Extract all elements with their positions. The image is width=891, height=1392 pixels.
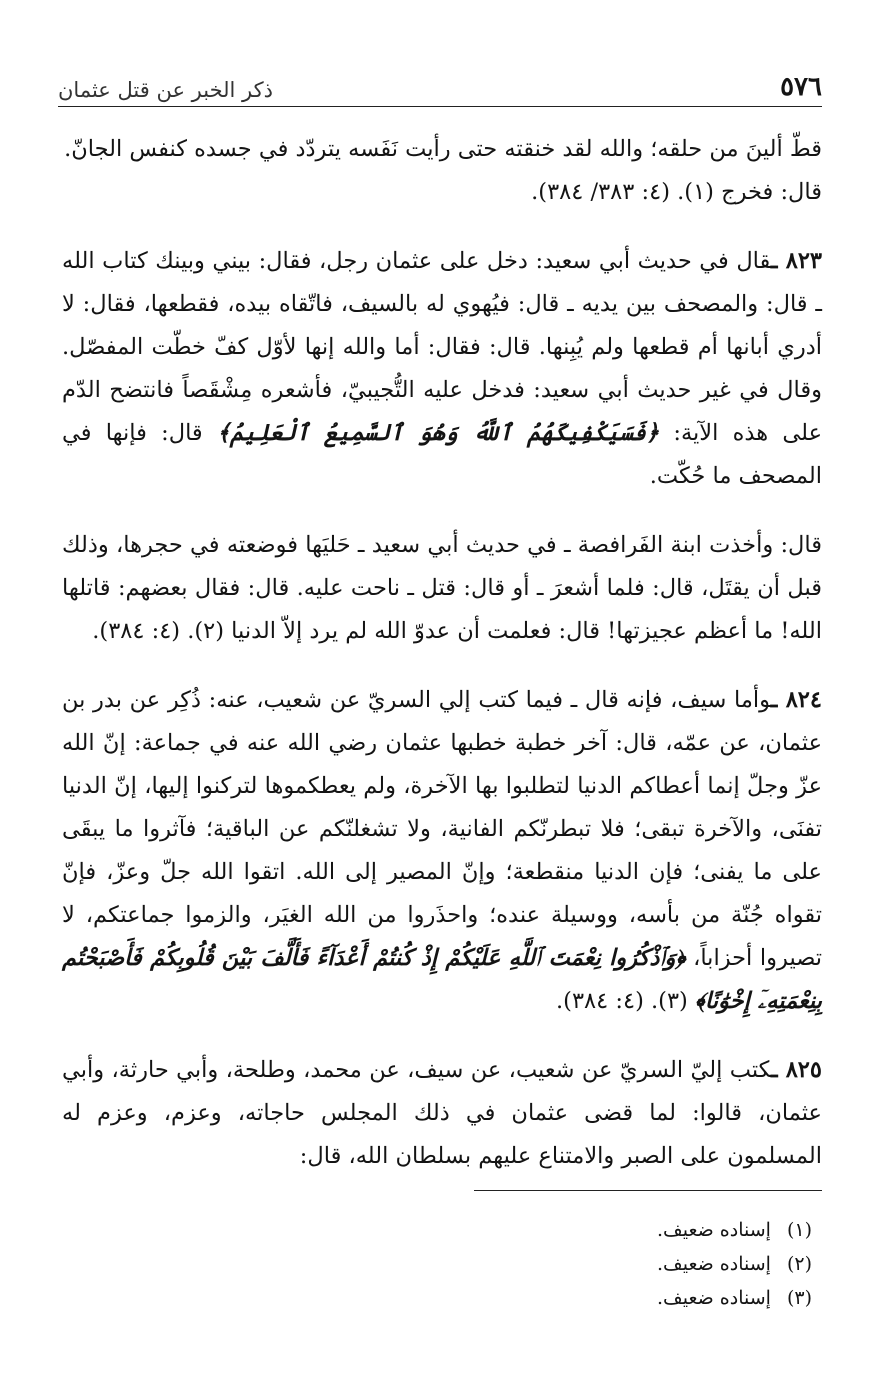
narration-number: ٨٢٣ ـ <box>770 248 822 274</box>
narration-text: قال: وأخذت ابنة الفَرافصة ـ في حديث أبي سعيد ـ حَليَها فوضعته في حجرها، وذلك قبل أن يقتَل، قال: فلما أشعرَ ـ أو قال: قتل ـ ناحت عليه. قال: فقال بعضهم: قاتلها الله! ما أعظم عجيزتها! قال: فعلمت أن عدوّ الله لم يرد إلاّ الدنيا (٢). (٤: ٣٨٤). <box>62 532 822 644</box>
footnote-number: (٢) <box>786 1253 812 1275</box>
quran-verse: ﴿وَٱذْكُرُوا نِعْمَتَ ٱللَّهِ عَلَيْكُمْ إِذْ كُنتُمْ أَعْدَآءً فَأَلَّفَ بَيْنَ قُلُوبِكُمْ فَأَصْبَحْتُم بِنِعْمَتِهِۦٓ إِخْوَٰنًا﴾ <box>62 945 822 1014</box>
page-number: ٥٧٦ <box>780 72 822 102</box>
narration-text-end: قال: فإنها في المصحف ما حُكّت. <box>62 420 822 489</box>
narration-number: ٨٢٤ ـ <box>770 687 822 713</box>
footnote-separator <box>474 1190 822 1191</box>
narration-text: كتب إليّ السريّ عن شعيب، عن سيف، عن محمد، وطلحة، وأبي حارثة، وأبي عثمان، قالوا: لما قضى عثمان في ذلك المجلس حاجاته، وعزم، وعزم له المسلمون على الصبر والامتناع عليهم بسلطان الله، قال: <box>62 1057 822 1169</box>
footnotes <box>400 1213 812 1315</box>
paragraph <box>62 524 822 653</box>
footnote-number: (١) <box>786 1219 812 1241</box>
footnote <box>400 1247 812 1281</box>
footnote <box>400 1281 812 1315</box>
footnote-text: إسناده ضعيف. <box>657 1253 771 1275</box>
paragraph-825 <box>62 1049 822 1178</box>
narration-text: وأما سيف، فإنه قال ـ فيما كتب إلي السريّ عن شعيب، عنه: ذُكِر عن بدر بن عثمان، عن عمّه، قال: آخر خطبة خطبها عثمان رضي الله عنه في جماعة: إنّ الله عزّ وجلّ إنما أعطاكم الدنيا لتطلبوا بها الآخرة، ولم يعطكموها لتركنوا إليها، إنّ الدنيا تفنَى، والآخرة تبقى؛ فلا تبطرنّكم الفانية، ولا تشغلنّكم عن الباقية؛ فآثروا ما يبقَى على ما يفنى؛ فإن الدنيا منقطعة؛ وإنّ المصير إلى الله. اتقوا الله جلّ وعزّ، فإنّ تقواه جُنّة من بأسه، ووسيلة عنده؛ واحذَروا من الله الغيَر، والزموا جماعتكم، لا تصيروا أحزاباً، <box>62 687 823 971</box>
paragraph-823 <box>62 240 822 498</box>
narration-number: ٨٢٥ ـ <box>771 1057 822 1083</box>
paragraph <box>62 128 822 214</box>
quran-verse: ﴿فَسَيَكْفِيكَهُمُ ٱللَّهُ وَهُوَ ٱلسَّمِيعُ ٱلْعَلِيمُ﴾ <box>216 420 660 446</box>
main-text <box>62 128 822 1204</box>
narration-text-end: (٣). (٤: ٣٨٤). <box>556 988 688 1014</box>
narration-text: قال في حديث أبي سعيد: دخل على عثمان رجل، فقال: بيني وبينك كتاب الله ـ قال: والمصحف بين يديه ـ قال: فيُهوي له بالسيف، فاتّقاه بيده، فقطعها، فقال: لا أدري أبانها أم قطعها ولم يُبِنها. قال: فقال: أما والله إنها لأوّل كفّ خطّت المفصّل. وقال في غير حديث أبي سعيد: فدخل عليه التُّجيبيّ، فأشعره مِشْقَصاً فانتضح الدّم على هذه الآية: <box>62 248 823 446</box>
text-line: قال: فخرج (١). (٤: ٣٨٣/ ٣٨٤). <box>531 179 822 205</box>
running-title: ذكر الخبر عن قتل عثمان <box>58 78 273 102</box>
footnote <box>400 1213 812 1247</box>
text-line: قطّ ألينَ من حلقه؛ والله لقد خنقته حتى رأيت نَفَسه يتردّد في جسده كنفس الجانّ. <box>64 136 822 162</box>
footnote-text: إسناده ضعيف. <box>657 1219 771 1241</box>
footnote-text: إسناده ضعيف. <box>657 1287 771 1309</box>
footnote-number: (٣) <box>786 1287 812 1309</box>
page-header <box>58 62 822 107</box>
paragraph-824 <box>62 679 822 1023</box>
